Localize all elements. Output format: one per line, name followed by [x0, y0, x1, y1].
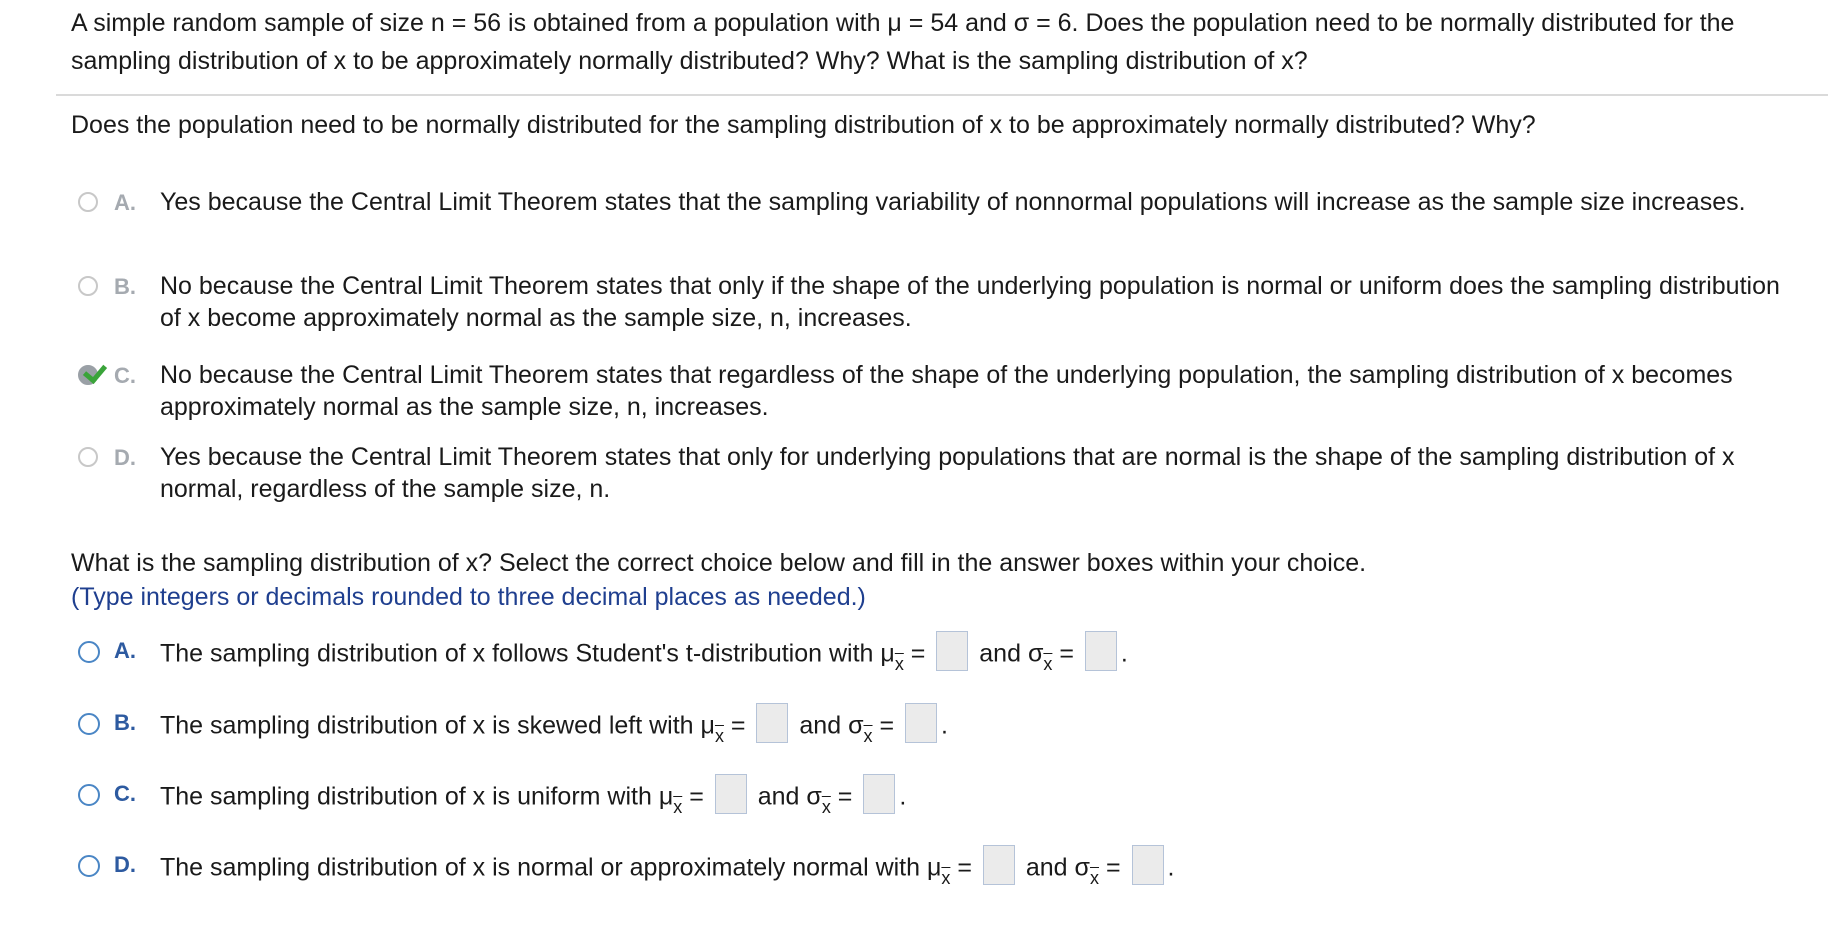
radio-button[interactable] [78, 192, 98, 212]
choice-letter: C. [114, 363, 136, 388]
radio-button[interactable] [78, 855, 100, 877]
mean-answer-box[interactable] [756, 703, 788, 743]
x-bar-subscript: x [714, 725, 724, 746]
x-bar-subscript: x [941, 867, 951, 888]
choice-text-line [160, 707, 1800, 747]
choice-letter: B. [114, 710, 136, 735]
equals-sign: = [1059, 639, 1074, 668]
std-dev-answer-box[interactable] [1085, 631, 1117, 671]
choice-text-line [160, 849, 1800, 889]
choice-text: The sampling distribution of x is uniform with [160, 782, 652, 811]
sigma-symbol: σ [848, 711, 864, 740]
mean-answer-box[interactable] [983, 845, 1015, 885]
radio-button[interactable] [78, 641, 100, 663]
radio-button[interactable] [78, 784, 100, 806]
part2-question: What is the sampling distribution of x? Select the correct choice below and fill in the answer boxes within your choice. [71, 549, 1367, 577]
mean-answer-box[interactable] [715, 774, 747, 814]
mu-symbol: μ [658, 782, 674, 811]
choice-letter: A. [114, 638, 136, 663]
equals-sign: = [837, 782, 853, 811]
period: . [941, 711, 948, 740]
and-label: and [799, 711, 842, 740]
part2-hint: (Type integers or decimals rounded to three decimal places as needed.) [71, 583, 866, 611]
equals-sign: = [689, 782, 704, 811]
x-bar-subscript: x [894, 653, 904, 674]
choice-text: The sampling distribution of x is normal or approximately normal with [160, 853, 921, 882]
question-prompt: A simple random sample of size n = 56 is obtained from a population with μ = 54 and σ = 6. Does the population need to be normally distributed for the sampling distribution of x to be approximately normally distributed? Why? What is the sampling distribution of x? [71, 9, 1735, 75]
choice-letter: D. [114, 852, 136, 877]
choice-text: Yes because the Central Limit Theorem states that the sampling variability of nonnormal populations will increase as the sample size increases. [160, 188, 1746, 216]
sigma-symbol: σ [1074, 853, 1090, 882]
radio-button[interactable] [78, 713, 100, 735]
equals-sign: = [910, 639, 926, 668]
choice-text: The sampling distribution of x is skewed left with [160, 711, 694, 740]
mu-symbol: μ [880, 639, 895, 668]
equals-sign: = [1105, 853, 1121, 882]
sigma-symbol: σ [806, 782, 822, 811]
x-bar-subscript: x [821, 796, 831, 817]
x-bar-subscript: x [863, 725, 873, 746]
choice-letter: D. [114, 445, 136, 470]
x-bar-subscript: x [1089, 867, 1099, 888]
divider [56, 94, 1828, 96]
std-dev-answer-box[interactable] [1132, 845, 1164, 885]
period: . [899, 782, 907, 811]
period: . [1167, 853, 1175, 882]
choice-text: Yes because the Central Limit Theorem states that only for underlying populations that are normal is the shape of the sampling distribution of x normal, regardless of the sample size, n. [160, 443, 1735, 503]
choice-letter: C. [114, 781, 136, 806]
equals-sign: = [730, 711, 746, 740]
and-label: and [979, 639, 1021, 668]
period: . [1120, 639, 1128, 668]
equals-sign: = [957, 853, 972, 882]
choice-letter: B. [114, 274, 136, 299]
mu-symbol: μ [700, 711, 715, 740]
choice-text: No because the Central Limit Theorem states that regardless of the shape of the underlying population, the sampling distribution of x becomes approximately normal as the sample size, n, increases. [160, 361, 1733, 421]
and-label: and [1025, 853, 1068, 882]
choice-text-line [160, 778, 1800, 818]
choice-text: The sampling distribution of x follows Student's t-distribution with [160, 639, 874, 668]
x-bar-subscript: x [673, 796, 683, 817]
mu-symbol: μ [927, 853, 942, 882]
choice-letter: A. [114, 190, 136, 215]
x-bar-subscript: x [1043, 653, 1053, 674]
mean-answer-box[interactable] [936, 631, 968, 671]
equals-sign: = [879, 711, 895, 740]
choice-text-line [160, 635, 1800, 675]
choice-text: No because the Central Limit Theorem states that only if the shape of the underlying population is normal or uniform does the sampling distribution of x become approximately normal as the sample size, n, increases. [160, 272, 1780, 332]
and-label: and [757, 782, 800, 811]
std-dev-answer-box[interactable] [905, 703, 937, 743]
part1-question: Does the population need to be normally distributed for the sampling distribution of x to be approximately normally distributed? Why? [71, 111, 1536, 139]
std-dev-answer-box[interactable] [863, 774, 895, 814]
radio-button[interactable] [78, 447, 98, 467]
sigma-symbol: σ [1027, 639, 1044, 668]
radio-button[interactable] [78, 276, 98, 296]
